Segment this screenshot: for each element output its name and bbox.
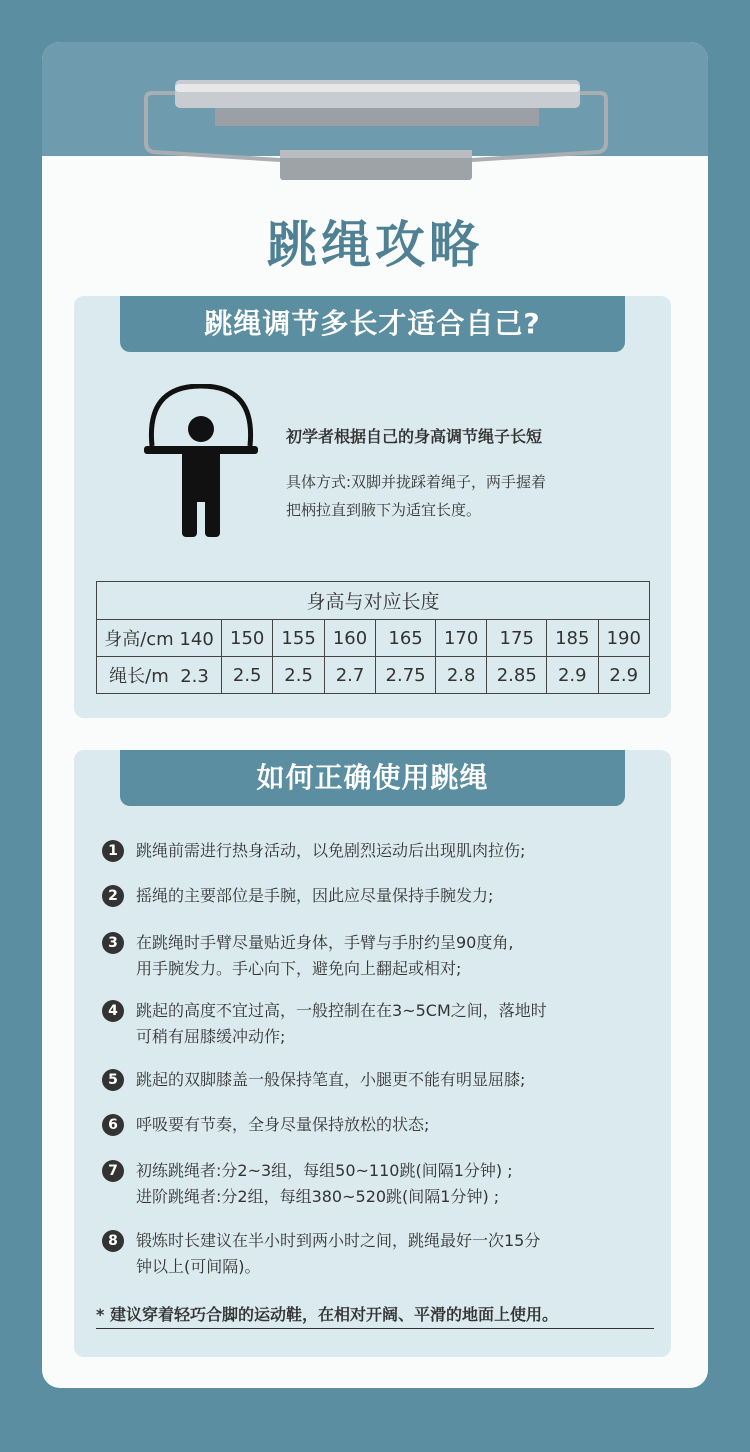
item-line: 跳绳前需进行热身活动，以免剧烈运动后出现肌肉拉伤; bbox=[136, 841, 526, 860]
footnote-underline bbox=[96, 1328, 654, 1329]
item-line: 在跳绳时手臂尽量贴近身体，手臂与手肘约呈90度角, bbox=[136, 933, 514, 952]
item-line: 跳起的双脚膝盖一般保持笔直，小腿更不能有明显屈膝; bbox=[136, 1070, 526, 1089]
number-badge: 7 bbox=[102, 1160, 124, 1182]
number-badge: 4 bbox=[102, 1000, 124, 1022]
item-line: 可稍有屈膝缓冲动作; bbox=[136, 1027, 286, 1046]
clipboard-clip-icon bbox=[0, 0, 750, 200]
table-row-length bbox=[97, 657, 650, 694]
table-cell: 155 bbox=[273, 620, 324, 657]
lead-text: 初学者根据自己的身高调节绳子长短 bbox=[286, 427, 543, 446]
rope-length-card bbox=[74, 296, 671, 718]
item-line: 进阶跳绳者:分2组，每组380~520跳(间隔1分钟) ; bbox=[136, 1187, 500, 1206]
method-text bbox=[286, 468, 631, 524]
table-cell: 2.5 bbox=[273, 657, 324, 694]
section1-heading: 跳绳调节多长才适合自己? bbox=[120, 296, 625, 352]
table-cell: 2.8 bbox=[435, 657, 486, 694]
number-badge: 1 bbox=[102, 840, 124, 862]
number-badge: 5 bbox=[102, 1069, 124, 1091]
table-cell: 2.9 bbox=[547, 657, 598, 694]
table-cell: 2.75 bbox=[376, 657, 436, 694]
person-jump-rope-icon bbox=[142, 384, 260, 539]
usage-card bbox=[74, 750, 671, 1357]
table-cell: 绳长/m 2.3 bbox=[97, 657, 222, 694]
item-line: 初练跳绳者:分2~3组，每组50~110跳(间隔1分钟) ; bbox=[136, 1161, 513, 1180]
method-line-2: 把柄拉直到腋下为适宜长度。 bbox=[286, 501, 482, 519]
table-cell: 160 bbox=[324, 620, 375, 657]
item-line: 呼吸要有节奏，全身尽量保持放松的状态; bbox=[136, 1115, 430, 1134]
table-cell: 2.7 bbox=[324, 657, 375, 694]
table-cell: 185 bbox=[547, 620, 598, 657]
table-cell: 2.85 bbox=[487, 657, 547, 694]
item-line: 用手腕发力。手心向下，避免向上翻起或相对; bbox=[136, 959, 462, 978]
table-cell: 身高/cm 140 bbox=[97, 620, 222, 657]
method-line-1: 具体方式:双脚并拢踩着绳子，两手握着 bbox=[286, 473, 547, 491]
footnote: * 建议穿着轻巧合脚的运动鞋，在相对开阔、平滑的地面上使用。 bbox=[96, 1305, 558, 1324]
table-caption: 身高与对应长度 bbox=[97, 582, 650, 620]
table-cell: 175 bbox=[487, 620, 547, 657]
number-badge: 6 bbox=[102, 1114, 124, 1136]
table-cell: 170 bbox=[435, 620, 486, 657]
item-line: 锻炼时长建议在半小时到两小时之间，跳绳最好一次15分 bbox=[136, 1231, 541, 1250]
number-badge: 3 bbox=[102, 932, 124, 954]
number-badge: 8 bbox=[102, 1230, 124, 1252]
table-cell: 150 bbox=[222, 620, 273, 657]
height-length-table bbox=[96, 581, 650, 694]
page-title: 跳绳攻略 bbox=[267, 216, 483, 274]
item-line: 摇绳的主要部位是手腕，因此应尽量保持手腕发力; bbox=[136, 886, 494, 905]
table-cell: 165 bbox=[376, 620, 436, 657]
table-row-height bbox=[97, 620, 650, 657]
number-badge: 2 bbox=[102, 885, 124, 907]
table-cell: 2.9 bbox=[598, 657, 650, 694]
table-cell: 2.5 bbox=[222, 657, 273, 694]
table-cell: 190 bbox=[598, 620, 650, 657]
section2-heading: 如何正确使用跳绳 bbox=[120, 750, 625, 806]
item-line: 跳起的高度不宜过高，一般控制在在3~5CM之间，落地时 bbox=[136, 1001, 547, 1020]
item-line: 钟以上(可间隔)。 bbox=[136, 1257, 261, 1276]
